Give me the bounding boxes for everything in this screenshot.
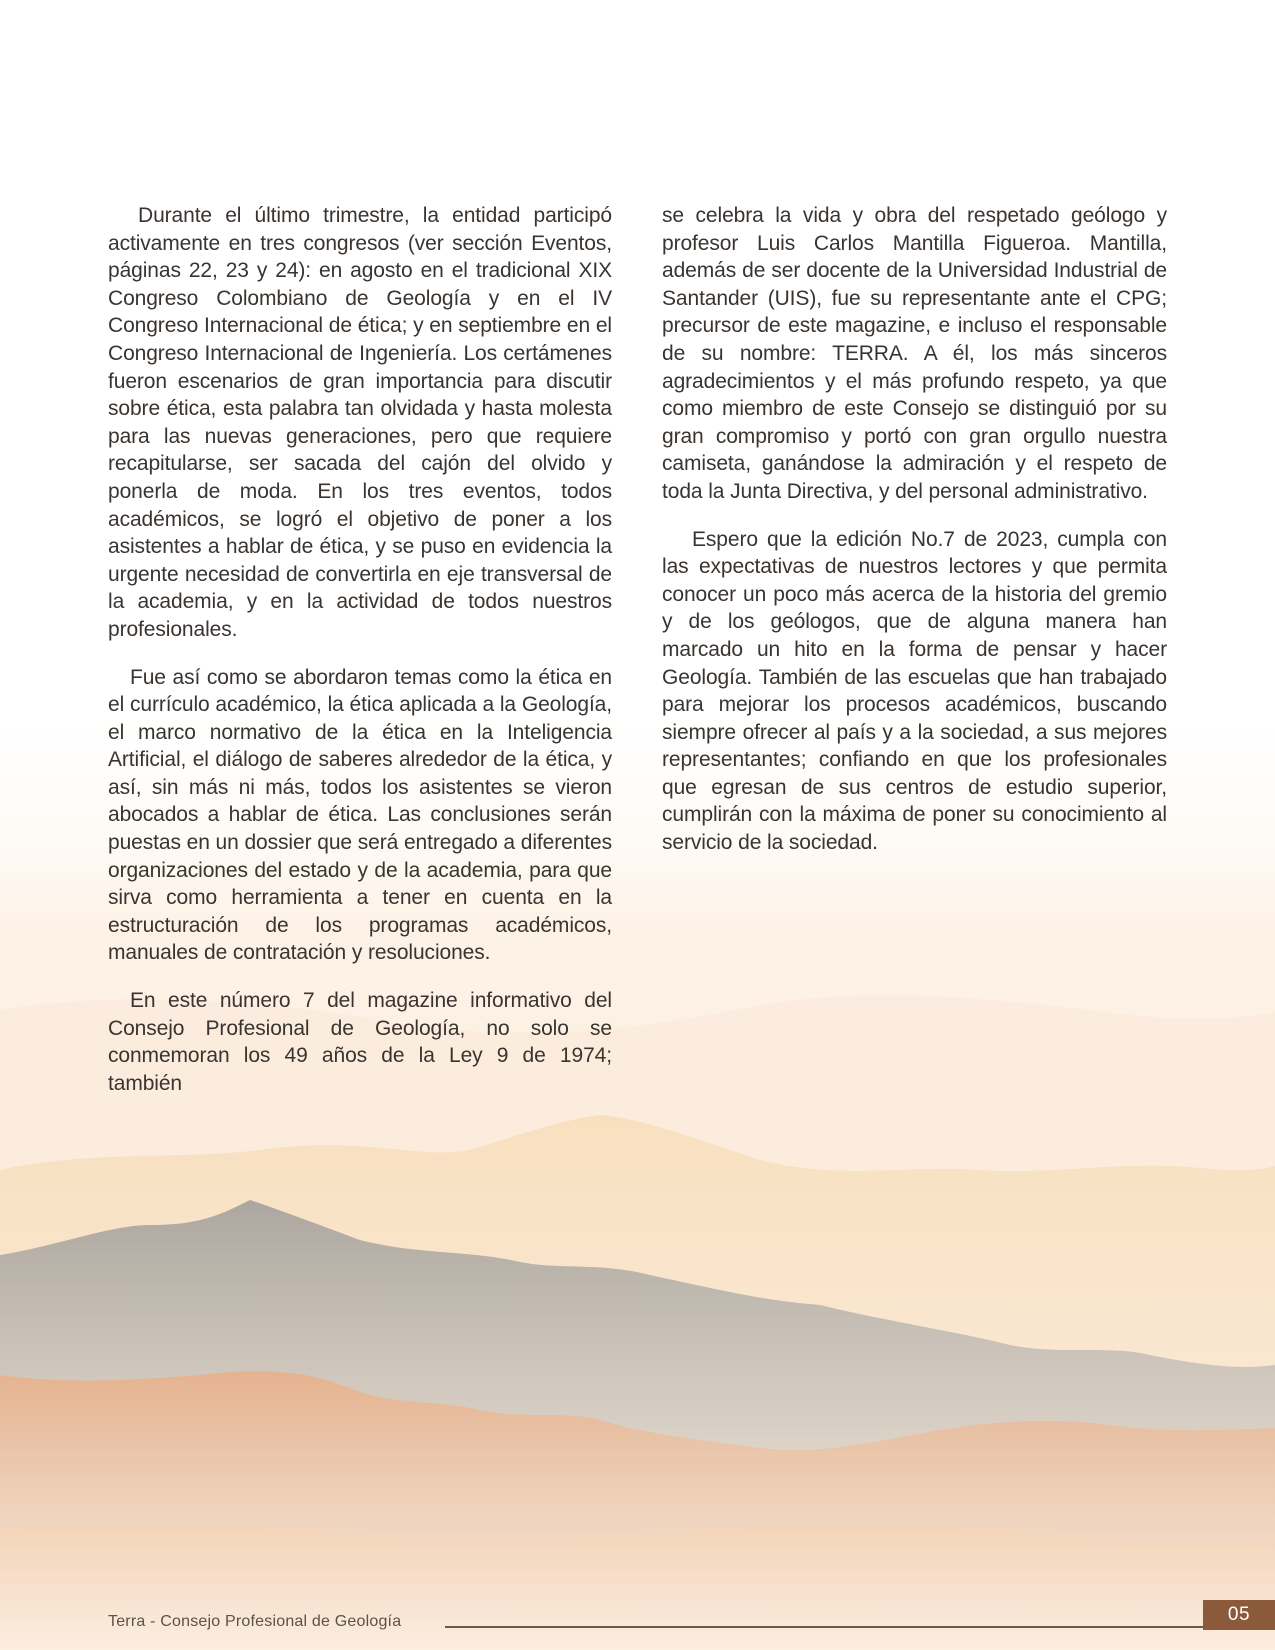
paragraph: Durante el último trimestre, la entidad participó activamente en tres congresos (ver sección Eventos, páginas 22, 23 y 24): en agosto en el tradicional XIX Congreso Colombiano de Geología y en el IV Congreso Internacional de ética; y en septiembre en el Congreso Internacional de Ingeniería. Los certámenes fueron escenarios de gran importancia para discutir sobre ética, esta palabra tan olvidada y hasta molesta para las nuevas generaciones, pero que requiere recapitularse, ser sacada del cajón del olvido y ponerla de moda. En los tres eventos, todos académicos, se logró el objetivo de poner a los asistentes a hablar de ética, y se puso en evidencia la urgente necesidad de convertirla en eje transversal de la academia, y en la actividad de todos nuestros profesionales. bbox=[108, 204, 612, 641]
paragraph: Fue así como se abordaron temas como la ética en el currículo académico, la ética aplicada a la Geología, el marco normativo de la ética en la Inteligencia Artificial, el diálogo de saberes alrededor de la ética, y así, sin más ni más, todos los asistentes se vieron abocados a hablar de ética. Las conclusiones serán puestas en un dossier que será entregado a diferentes organizaciones del estado y de la academia, para que sirva como herramienta a tener en cuenta en la estructuración de los programas académicos, manuales de contratación y resoluciones. bbox=[108, 665, 612, 965]
paragraph: En este número 7 del magazine informativo del Consejo Profesional de Geología, no solo se conmemoran los 49 años de la Ley 9 de 1974; también bbox=[108, 989, 612, 1095]
footer-divider bbox=[445, 1626, 1205, 1628]
paragraph: se celebra la vida y obra del respetado geólogo y profesor Luis Carlos Mantilla Figueroa. Mantilla, además de ser docente de la Universidad Industrial de Santander (UIS), fue su representante ante el CPG; precursor de este magazine, e incluso el responsable de su nombre: TERRA. A él, los más sinceros agradecimientos y el más profundo respeto, ya que como miembro de este Consejo se distinguió por su gran compromiso y portó con gran orgullo nuestra camiseta, ganándose la admiración y el respeto de toda la Junta Directiva, y del personal administrativo. bbox=[662, 204, 1167, 503]
publication-name: Terra - Consejo Profesional de Geología bbox=[108, 1613, 402, 1630]
page-number-badge: 05 bbox=[1203, 1600, 1275, 1630]
paragraph: Espero que la edición No.7 de 2023, cumpla con las expectativas de nuestros lectores y que permita conocer un poco más acerca de la historia del gremio y de los geólogos, que de alguna manera han marcado un hito en la forma de pensar y hacer Geología. También de las escuelas que han trabajado para mejorar los procesos académicos, buscando siempre ofrecer al país y a la sociedad, a sus mejores representantes; confiando en que los profesionales que egresan de sus centros de estudio superior, cumplirán con la máxima de poner su conocimiento al servicio de la sociedad. bbox=[662, 527, 1167, 855]
right-text-column bbox=[662, 202, 1167, 877]
left-text-column bbox=[108, 202, 612, 1117]
page-footer bbox=[0, 1600, 1275, 1650]
